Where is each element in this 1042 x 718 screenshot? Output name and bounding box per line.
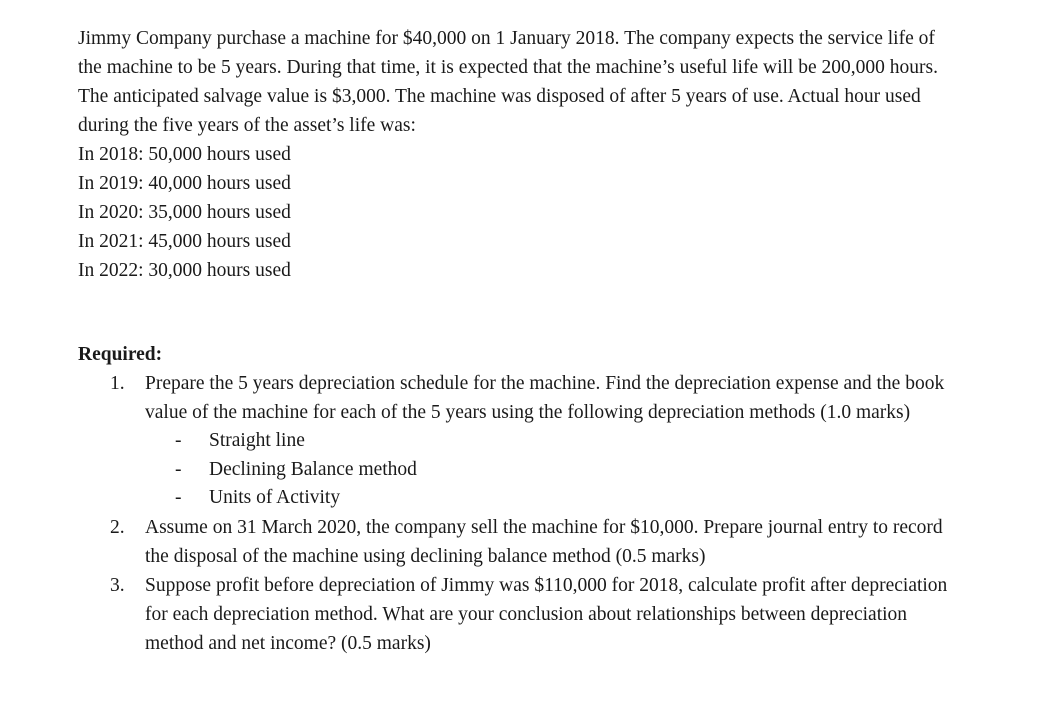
required-item-1 [78, 369, 965, 513]
required-heading: Required: [78, 344, 163, 365]
dash-bullet: - [175, 458, 182, 480]
method-item [145, 484, 965, 513]
item-number: 1. [110, 373, 125, 394]
item-text: Assume on 31 March 2020, the company sell the machine for $10,000. Prepare journal entry to record the disposal of the machine using declining balance method (0.5 marks) [145, 516, 943, 567]
item-text: Prepare the 5 years depreciation schedule for the machine. Find the depreciation expense and the book value of the machine for each of the 5 years using the following depreciation methods (1.0 marks) [145, 373, 945, 423]
required-item-3 [78, 571, 965, 658]
dash-bullet: - [175, 487, 182, 508]
dash-bullet: - [175, 430, 182, 451]
document-body [78, 24, 978, 658]
hours-used-item: In 2020: 35,000 hours used [78, 202, 291, 223]
hours-used-item: In 2019: 40,000 hours used [78, 173, 291, 194]
method-label: Declining Balance method [209, 458, 417, 480]
required-item-2 [78, 513, 965, 571]
required-list [78, 369, 978, 658]
method-item [145, 456, 965, 485]
method-label: Units of Activity [209, 487, 341, 508]
item-text: Suppose profit before depreciation of Jimmy was $110,000 for 2018, calculate profit after depreciation for each depreciation method. What are your conclusion about relationships between depreciation method and net income? (0.5 marks) [145, 574, 948, 654]
method-item [145, 427, 965, 456]
methods-list [145, 427, 965, 513]
hours-used-item: In 2021: 45,000 hours used [78, 231, 291, 252]
hours-used-list [78, 140, 978, 285]
item-number: 3. [110, 574, 125, 596]
hours-used-item: In 2018: 50,000 hours used [78, 144, 291, 165]
hours-used-item: In 2022: 30,000 hours used [78, 260, 291, 281]
problem-intro: Jimmy Company purchase a machine for $40,000 on 1 January 2018. The company expects the service life of the machine to be 5 years. During that time, it is expected that the machine’s useful life will be 200,000 hours. The anticipated salvage value is $3,000. The machine was disposed of after 5 years of use. Actual hour used during the five years of the asset’s life was: [78, 28, 938, 136]
method-label: Straight line [209, 430, 305, 451]
item-number: 2. [110, 516, 125, 538]
